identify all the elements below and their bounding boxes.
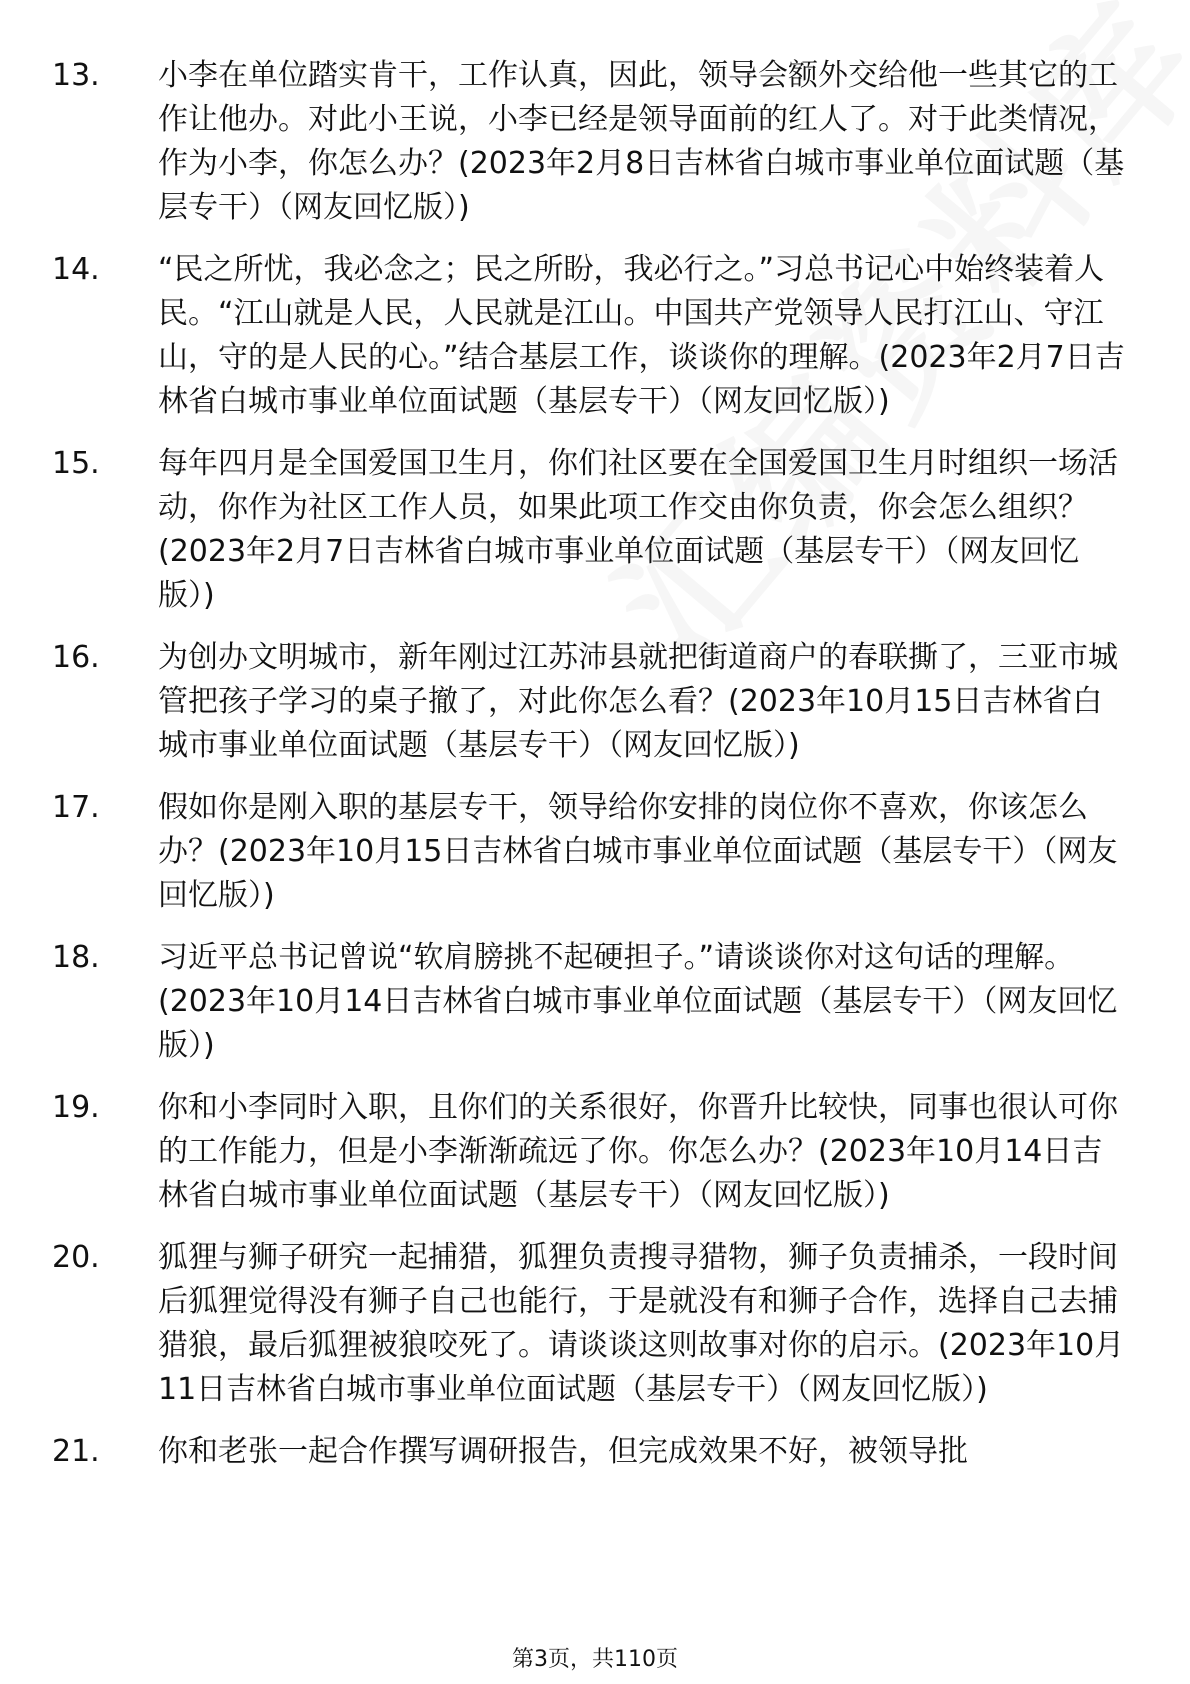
question-text: “民之所忧，我必念之；民之所盼，我必行之。”习总书记心中始终装着人民。“江山就是人民，人民就是江山。中国共产党领导人民打江山、守江山，守的是人民的心。”结合基层工作，谈谈你的理解。(2023年2月7日吉林省白城市事业单位面试题（基层专干）（网友回忆版）) [158,252,1125,419]
question-text: 你和小李同时入职，且你们的关系很好，你晋升比较快，同事也很认可你的工作能力，但是小李渐渐疏远了你。你怎么办？(2023年10月14日吉林省白城市事业单位面试题（基层专干）（网友回忆版）) [158,1090,1118,1213]
question-number: 13. [52,58,100,93]
question-text: 每年四月是全国爱国卫生月，你们社区要在全国爱国卫生月时组织一场活动，你作为社区工作人员，如果此项工作交由你负责，你会怎么组织？(2023年2月7日吉林省白城市事业单位面试题（基层专干）（网友回忆版）) [158,446,1118,613]
question-item [52,54,1128,230]
question-text: 狐狸与狮子研究一起捕猎，狐狸负责搜寻猎物，狮子负责捕杀，一段时间后狐狸觉得没有狮子自己也能行，于是就没有和狮子合作，选择自己去捕猎狼，最后狐狸被狼咬死了。请谈谈这则故事对你的启示。(2023年10月11日吉林省白城市事业单位面试题（基层专干）（网友回忆版）) [158,1240,1125,1407]
question-text: 为创办文明城市，新年刚过江苏沛县就把街道商户的春联撕了，三亚市城管把孩子学习的桌子撤了，对此你怎么看？(2023年10月15日吉林省白城市事业单位面试题（基层专干）（网友回忆版）) [158,640,1118,763]
question-item [52,1086,1128,1218]
question-item [52,936,1128,1068]
question-number: 14. [52,252,100,287]
question-text: 习近平总书记曾说“软肩膀挑不起硬担子。”请谈谈你对这句话的理解。(2023年10月14日吉林省白城市事业单位面试题（基层专干）（网友回忆版）) [158,940,1118,1063]
question-item [52,442,1128,618]
question-item [52,786,1128,918]
question-item [52,1430,1128,1474]
question-number: 15. [52,446,100,481]
question-text: 你和老张一起合作撰写调研报告，但完成效果不好，被领导批 [158,1434,968,1469]
question-number: 18. [52,940,100,975]
question-number: 19. [52,1090,100,1125]
question-item [52,636,1128,768]
question-number: 16. [52,640,100,675]
question-list [52,54,1128,1492]
question-item [52,1236,1128,1412]
page-footer: 第3页，共110页 [512,1647,678,1672]
question-item [52,248,1128,424]
question-number: 21. [52,1434,100,1469]
question-text: 小李在单位踏实肯干，工作认真，因此，领导会额外交给他一些其它的工作让他办。对此小王说，小李已经是领导面前的红人了。对于此类情况，作为小李，你怎么办？(2023年2月8日吉林省白城市事业单位面试题（基层专干）（网友回忆版）) [158,58,1125,225]
question-text: 假如你是刚入职的基层专干，领导给你安排的岗位你不喜欢，你该怎么办？(2023年10月15日吉林省白城市事业单位面试题（基层专干）（网友回忆版）) [158,790,1118,913]
question-number: 17. [52,790,100,825]
question-number: 20. [52,1240,100,1275]
